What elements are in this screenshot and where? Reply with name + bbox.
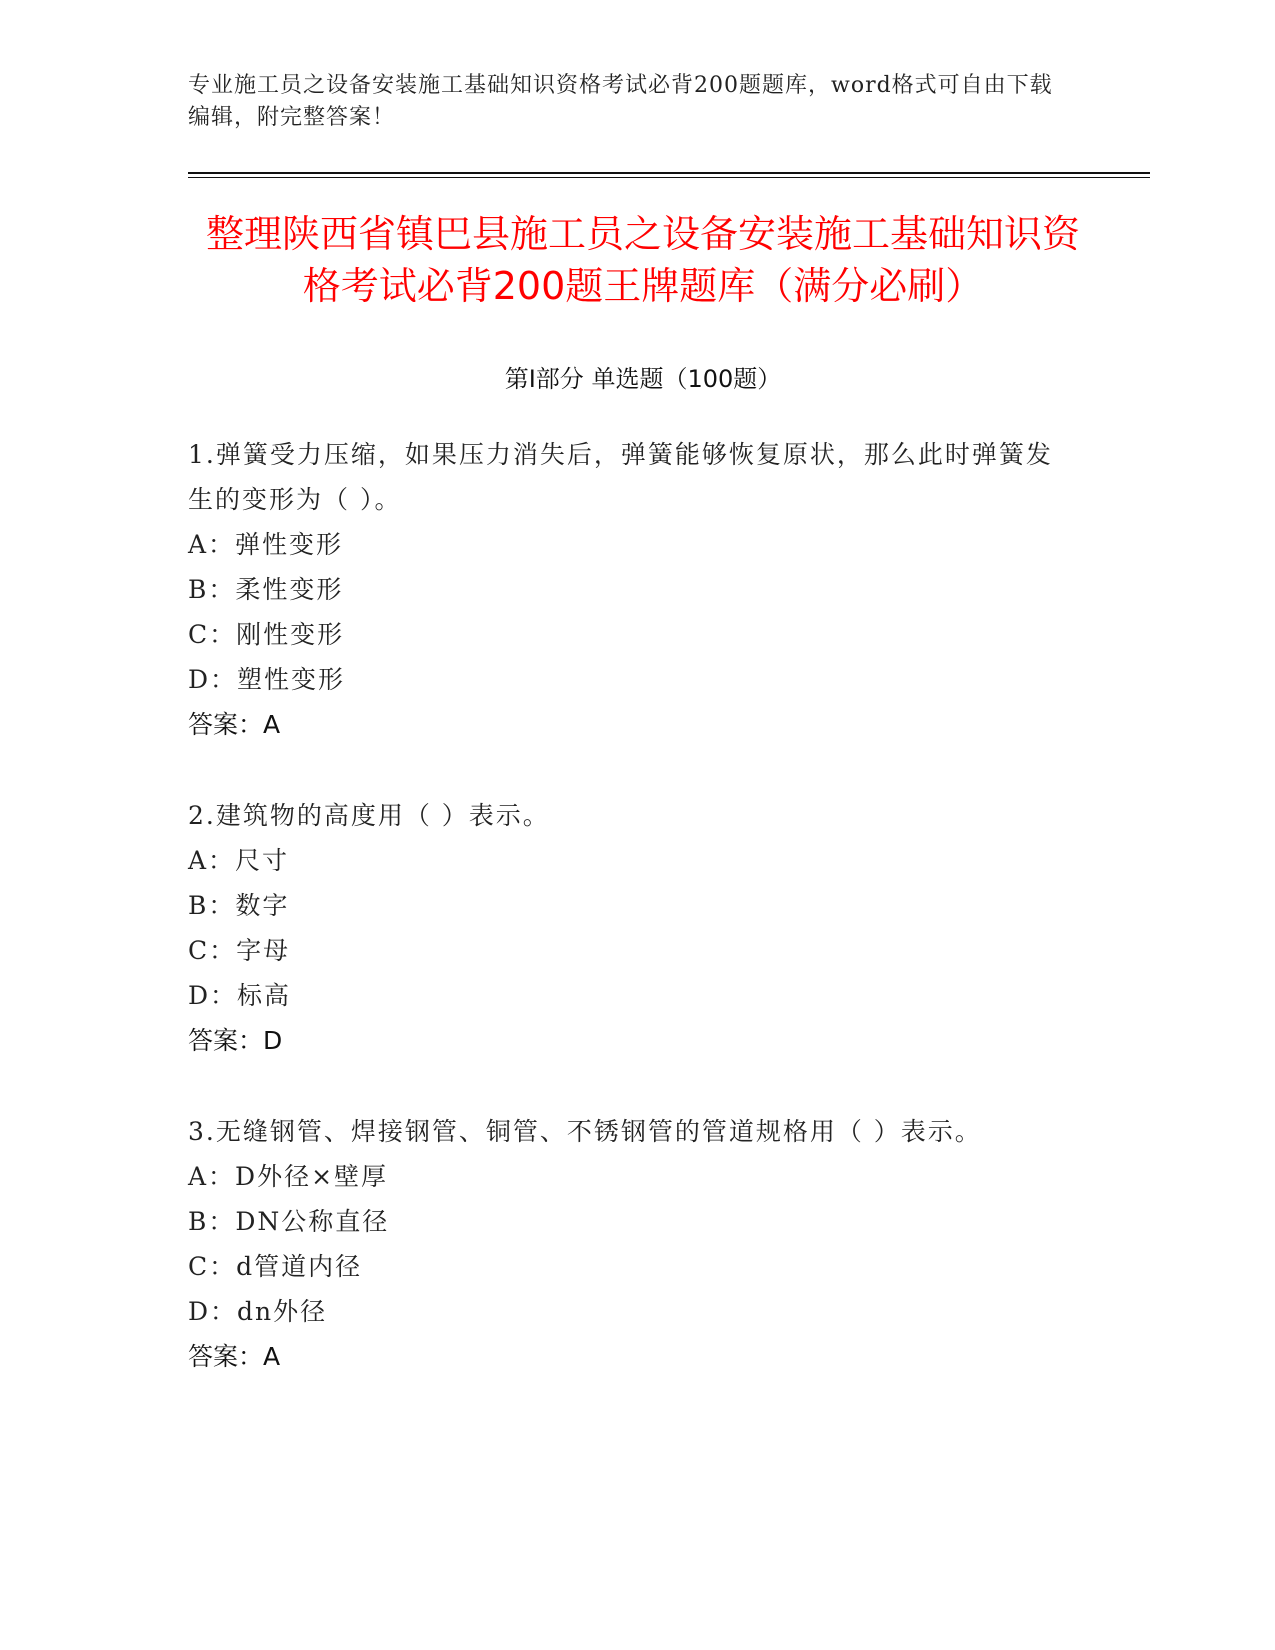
- divider-thick-line: [188, 172, 1150, 174]
- header-divider: [188, 172, 1150, 178]
- document-title: 整理陕西省镇巴县施工员之设备安装施工基础知识资格考试必背200题王牌题库（满分必刷）: [205, 212, 1080, 308]
- answer-line: 答案：A: [188, 1342, 281, 1371]
- option-c: C：d管道内径: [188, 1252, 363, 1281]
- option-a: A：尺寸: [188, 846, 290, 875]
- question-item: [188, 432, 1068, 747]
- question-list: [188, 432, 1068, 1379]
- question-stem: 2.建筑物的高度用（ ）表示。: [188, 801, 550, 830]
- option-b: B：数字: [188, 891, 290, 920]
- document-page: [188, 70, 1138, 1425]
- question-stem: 3.无缝钢管、焊接钢管、铜管、不锈钢管的管道规格用（ ）表示。: [188, 1117, 982, 1146]
- option-b: B：柔性变形: [188, 575, 344, 604]
- option-a: A：D外径×壁厚: [188, 1162, 389, 1191]
- option-a: A：弹性变形: [188, 530, 344, 559]
- option-d: D：标高: [188, 981, 292, 1010]
- option-b: B：DN公称直径: [188, 1207, 390, 1236]
- divider-thin-line: [188, 177, 1150, 178]
- section-heading: 第I部分 单选题（100题）: [504, 365, 782, 393]
- question-stem: 1.弹簧受力压缩，如果压力消失后，弹簧能够恢复原状，那么此时弹簧发生的变形为（ ）。: [188, 440, 1053, 514]
- question-item: [188, 793, 1068, 1063]
- question-item: [188, 1109, 1068, 1379]
- option-c: C：字母: [188, 936, 291, 965]
- answer-line: 答案：A: [188, 710, 281, 739]
- option-c: C：刚性变形: [188, 620, 345, 649]
- option-d: D：塑性变形: [188, 665, 346, 694]
- option-d: D：dn外径: [188, 1297, 328, 1326]
- answer-line: 答案：D: [188, 1026, 283, 1055]
- header-note: 专业施工员之设备安装施工基础知识资格考试必背200题题库，word格式可自由下载编辑，附完整答案！: [188, 73, 1053, 130]
